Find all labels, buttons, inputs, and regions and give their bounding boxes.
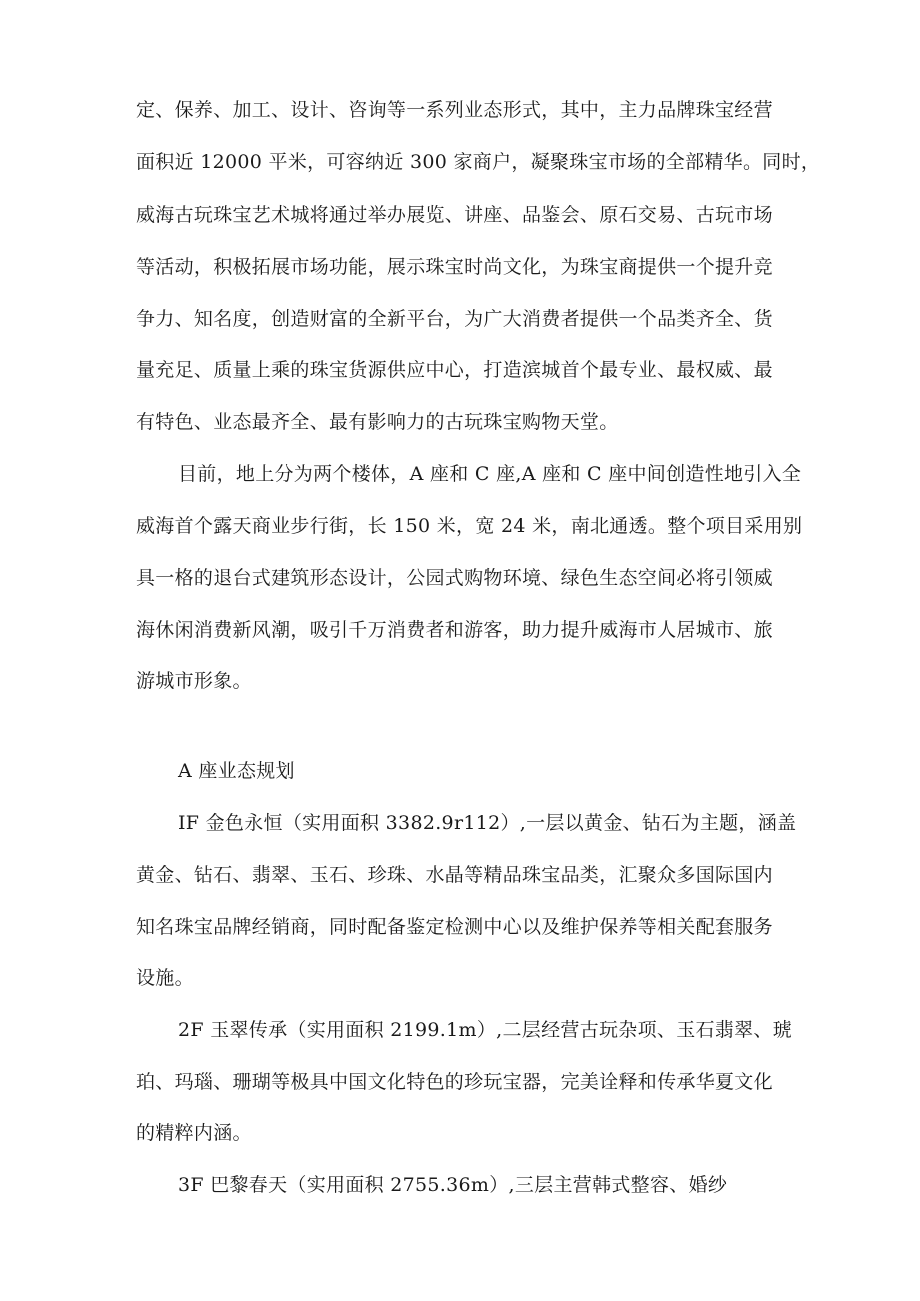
paragraph-line: 量充足、质量上乘的珠宝货源供应中心，打造滨城首个最专业、最权威、最 — [136, 359, 773, 381]
paragraph-line: 等活动，积极拓展市场功能，展示珠宝时尚文化，为珠宝商提供一个提升竞 — [136, 256, 773, 278]
paragraph-line: 威海首个露天商业步行街，长 150 米，宽 24 米，南北通透。整个项目采用别 — [136, 515, 803, 537]
paragraph-line: 海休闲消费新风潮，吸引千万消费者和游客，助力提升威海市人居城市、旅 — [136, 619, 773, 641]
paragraph-line: IF 金色永恒（实用面积 3382.9r112）,一层以黄金、钻石为主题，涵盖 — [178, 812, 797, 834]
paragraph-line: 有特色、业态最齐全、最有影响力的古玩珠宝购物天堂。 — [136, 411, 619, 433]
paragraph-line: 知名珠宝品牌经销商，同时配备鉴定检测中心以及维护保养等相关配套服务 — [136, 916, 773, 938]
paragraph-line: 游城市形象。 — [136, 670, 252, 692]
paragraph-line: 目前，地上分为两个楼体，A 座和 C 座,A 座和 C 座中间创造性地引入全 — [178, 463, 802, 485]
paragraph-line: 设施。 — [136, 967, 194, 989]
paragraph-line: 3F 巴黎春天（实用面积 2755.36m）,三层主营韩式整容、婚纱 — [178, 1174, 728, 1196]
paragraph-line: 定、保养、加工、设计、咨询等一系列业态形式，其中，主力品牌珠宝经营 — [136, 99, 773, 121]
paragraph-line: 的精粹内涵。 — [136, 1122, 252, 1144]
section-heading: A 座业态规划 — [178, 760, 295, 782]
paragraph-line: 威海古玩珠宝艺术城将通过举办展览、讲座、品鉴会、原石交易、古玩市场 — [136, 204, 773, 226]
paragraph-line: 具一格的退台式建筑形态设计，公园式购物环境、绿色生态空间必将引领威 — [136, 567, 773, 589]
paragraph-line: 争力、知名度，创造财富的全新平台，为广大消费者提供一个品类齐全、货 — [136, 308, 773, 330]
paragraph-line: 珀、玛瑙、珊瑚等极具中国文化特色的珍玩宝器，完美诠释和传承华夏文化 — [136, 1071, 773, 1093]
paragraph-line: 2F 玉翠传承（实用面积 2199.1m）,二层经营古玩杂项、玉石翡翠、琥 — [178, 1019, 792, 1041]
paragraph-line: 黄金、钻石、翡翠、玉石、珍珠、水晶等精品珠宝品类，汇聚众多国际国内 — [136, 864, 773, 886]
paragraph-line: 面积近 12000 平米，可容纳近 300 家商户，凝聚珠宝市场的全部精华。同时， — [136, 151, 821, 173]
